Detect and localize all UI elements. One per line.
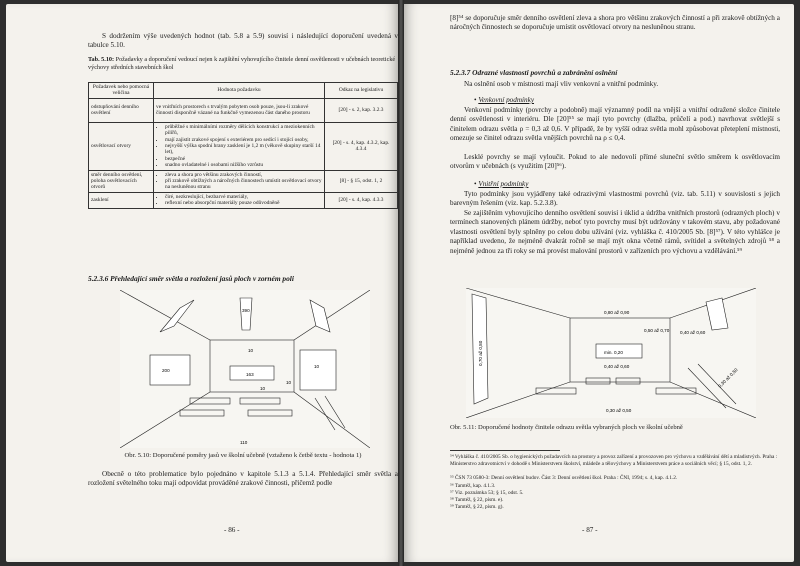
bullet-list: [156, 124, 322, 169]
table-header-row: [89, 83, 398, 99]
table-row: [89, 98, 398, 122]
fig-label: 110: [240, 440, 248, 445]
section-heading: 5.2.3.6 Přehledající směr světla a rozložení jasů ploch v zorném poli: [88, 274, 294, 283]
table-cell: ve vnitřních prostorech s trvalým pobytem osob pouze, jsou-li zrakové činnosti dispončně vázané na funkčně vymezenou část daného prostoru: [154, 98, 325, 122]
figure-caption: Obr. 5.11: Doporučené hodnoty činitele odrazu světla vybraných ploch ve školní učebně: [450, 424, 683, 431]
table-caption: [88, 56, 398, 71]
list-item: • reflexní nebo absorpční materiály pouze odůvodněně: [165, 200, 322, 206]
right-page: [404, 4, 794, 562]
section-heading: 5.2.3.7 Odrazné vlastnosti povrchů a zabránění oslnění: [450, 68, 618, 77]
table-cell: zasklení: [89, 192, 154, 208]
fig-label: 200: [162, 368, 170, 373]
table-row: [89, 192, 398, 208]
fig-label: 10: [314, 364, 320, 369]
fig-label: 10: [260, 386, 266, 391]
table-caption-text: Požadavky a doporučení vedoucí nejen k zajištění vyhovujícího činitele denní osvětlenosti v učebnách teoretické výchovy středních stavebních škol: [88, 56, 396, 71]
fig-label: 0,40 až 0,60: [604, 364, 630, 369]
list-item: • nejvyšší výška spodní hrany zasklení je 1,2 m (věkově skupiny starší 14 let),: [165, 143, 322, 156]
page-number: - 87 -: [582, 526, 598, 534]
table-row: [89, 170, 398, 192]
table-cell: osvětlovací otvory: [89, 122, 154, 170]
table-cell: [20] - s. 4, kap. 4.3.3: [325, 192, 398, 208]
bullet-icon: •: [474, 96, 479, 104]
table-cell: odstupňování denního osvětlení: [89, 98, 154, 122]
body-paragraph: Obecně o této problematice bylo pojednáno v kapitole 5.1.3 a 5.1.4. Přehledající směr světla a rozložení světelného toku mají odpovídat prováděné zrakové činnosti, přičemž podle: [88, 470, 398, 488]
list-item: • snadno ovladatelné i osobami nižšího vzrůstu: [165, 162, 322, 168]
table-cell: směr denního osvětlení, poloha osvětlovacích otvorů: [89, 170, 154, 192]
fig-label: min. 0,20: [604, 350, 623, 355]
footnote: ⁵⁷ Viz. poznámka 53; § 15, odst. 5.: [450, 490, 524, 496]
subsection-title: [474, 180, 774, 189]
table-cell: [20] - s. 2, kap. 3.2.3: [325, 98, 398, 122]
footnote: ⁵⁵ ČSN 73 0580-3: Denní osvětlení budov. Část 3: Denní osvětlení škol. Praha : ČNI, 1994; s. 4, kap. 4.1.2.: [450, 475, 678, 481]
subsection-title-text: Venkovní podmínky: [478, 96, 535, 104]
table-cell: [154, 192, 325, 208]
table-cell: [20] - s. 4, kap. 4.3.2, kap. 4.3.4: [325, 122, 398, 170]
classroom-reflectance-figure: [466, 288, 756, 418]
subsection-title-text: Vnitřní podmínky: [478, 180, 529, 188]
fig-label: 0,40 až 0,60: [680, 330, 706, 335]
section-intro: Na oslnění osob v místnosti mají vliv venkovní a vnitřní podmínky.: [464, 80, 659, 88]
table-header: Odkaz na legislativu: [325, 83, 398, 99]
fig-label: 10: [286, 380, 292, 385]
body-paragraph: Se zajištěním vyhovujícího denního osvětlení souvisí i úklid a údržba vnitřních prostorů (odrazných ploch) v termínech stanovených plánem údržby, neboť tyto povrchy musí být udržovány v takovém stavu, aby požadované vlastnosti osvětlení byly splněny po celou dobu užívání (viz. vyhláška č. 410/2005 Sb. [8]⁵⁷). V této vyhlášce je například uvedeno, že nejméně dvakrát ročně se mají mýt okna včetně rámů, svítidel a světelných zdrojů ⁵⁸ a nejméně jednou za tři roky se má provést malování prostorů v zařízeních pro výchovu a vzdělávání.⁵⁹: [450, 209, 780, 255]
fig-label: 163: [246, 372, 254, 377]
left-page: [6, 4, 398, 562]
table-row: [89, 122, 398, 170]
body-paragraph: Lesklé povrchy se mají vyloučit. Pokud to ale nedovolí přímé sluneční světlo směrem k osvětlovacím otvorům v učebnách (s využitím [20]⁵⁶).: [450, 153, 780, 171]
table-caption-label: Tab. 5.10:: [88, 56, 115, 63]
body-paragraph: [8]⁵⁴ se doporučuje směr denního osvětlení zleva a shora pro většinu zrakových činností a při zrakově obtížných a náročných činnostech se doporučuje umístit osvětlovací otvory na nesluněnou stranu.: [450, 14, 780, 32]
table-cell: [154, 170, 325, 192]
footnote: ⁵⁴ Vyhláška č. 410/2005 Sb. o hygienických požadavcích na prostory a provoz zařízení a provozoven pro výchovu a vzdělávání dětí a mladistvých. Praha : Ministerstvo zdravotnictví v dohodě s Ministerstvem školství, mládeže a tělovýchovy a Ministerstvem práce a sociálních věcí; § 15, odst. 1, 2.: [450, 454, 778, 467]
body-paragraph: Tyto podmínky jsou vyjádřeny také odrazivými vlastnostmi povrchů (viz. tab. 5.11) v souvislosti s jejich barevným řešením (viz. kap. 5.2.3.8).: [450, 190, 780, 208]
fig-label: 0,80 až 0,90: [604, 310, 630, 315]
bullet-list: [156, 172, 322, 191]
footnote: ⁵⁸ Tamtéž, § 22, písm. e).: [450, 497, 504, 503]
classroom-luminance-figure: [120, 290, 370, 448]
subsection-title: [474, 96, 774, 105]
fig-label: 0,30 až 0,50: [717, 367, 739, 389]
requirements-table: [88, 82, 398, 209]
table-cell: [8] - § 15, odst. 1, 2: [325, 170, 398, 192]
list-item: • průběžné s minimálními rozměry dělících konstrukcí a meziokenních pilířů,: [165, 124, 322, 137]
list-item: • mají zajistit zrakové spojení s exteriérem pro sedící i stojící osoby,: [165, 137, 322, 143]
body-paragraph: Venkovní podmínky (povrchy a podobně) mají významný podíl na vnější a vnitřní odražené složce činitele denní osvětlenosti v interiéru. Dle [20]⁵⁵ se mají tyto povrchy (dlažba, průčelí a pod.) navrhovat světlejší s činitelem odrazu světla ρ = 0,3 až 0,6. V případě, že by vyšší odraz světla mohl způsobovat přeteplení místnosti, omezuje se činitel odrazu světla vnějších povrchů na ρ ≤ 0,4.: [450, 106, 780, 143]
list-item: • při zrakově obtížných a náročných činnostech umístit osvětlovací otvory na nesluněnou stranu: [165, 178, 322, 191]
intro-paragraph: S dodržením výše uvedených hodnot (tab. 5.8 a 5.9) souvisí i následující doporučení uvedená v tabulce 5.10.: [88, 32, 398, 50]
figure-caption: Obr. 5.10: Doporučené poměry jasů ve školní učebně (vztaženo k četbě textu - hodnota 1): [124, 452, 362, 459]
footnote: ⁵⁹ Tamtéž, § 22, písm. g).: [450, 504, 504, 510]
footnote-divider: [450, 450, 560, 451]
bullet-list: [156, 194, 322, 207]
fig-label: 0,30 až 0,50: [606, 408, 632, 413]
fig-label: 10: [248, 348, 254, 353]
list-item: • čiré, nezkreslující, bezbarvé materiály,: [165, 194, 322, 200]
table-cell: [154, 122, 325, 170]
list-item: • bezpečné: [165, 156, 322, 162]
page-number: - 86 -: [224, 526, 240, 534]
fig-label: 0,70 až 0,80: [478, 340, 483, 366]
fig-label: 0,50 až 0,70: [644, 328, 670, 333]
list-item: • zleva a shora pro většinu zrakových činností,: [165, 172, 322, 178]
table-header: Hodnota požadavku: [154, 83, 325, 99]
bullet-icon: •: [474, 180, 479, 188]
footnote: ⁵⁶ Tamtéž, kap. 4.1.3.: [450, 483, 496, 489]
fig-label: 390: [242, 308, 250, 313]
table-header: Požadavek nebo pomocná veličina: [89, 83, 154, 99]
